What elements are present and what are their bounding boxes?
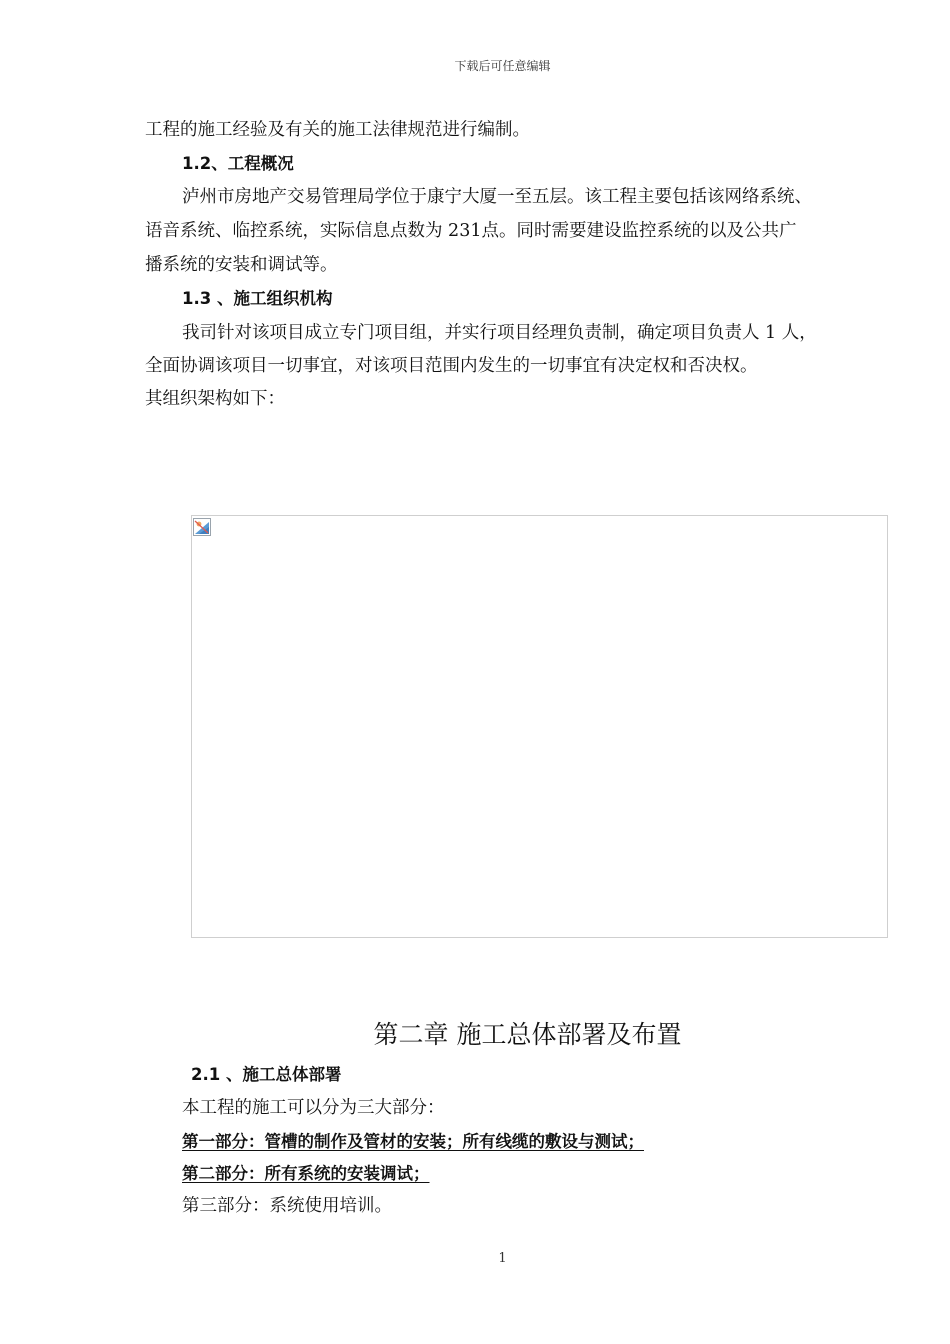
part-one-line: 第一部分：管槽的制作及管材的安装；所有线缆的敷设与测试； xyxy=(182,1132,644,1151)
paragraph-line: 我司针对该项目成立专门项目组，并实行项目经理负责制，确定项目负责人 1 人， xyxy=(182,323,817,343)
paragraph-line: 本工程的施工可以分为三大部分： xyxy=(182,1098,445,1118)
section-heading-1-3: 1.3 、施工组织机构 xyxy=(182,289,333,308)
part-three-line: 第三部分：系统使用培训。 xyxy=(182,1196,392,1216)
org-chart-image-placeholder xyxy=(191,515,888,938)
page-header: 下载后可任意编辑 xyxy=(454,59,551,73)
section-heading-1-2: 1.2、工程概况 xyxy=(182,154,294,173)
paragraph-line: 全面协调该项目一切事宜，对该项目范围内发生的一切事宜有决定权和否决权。 xyxy=(145,356,758,376)
chapter-title: 第二章 施工总体部署及布置 xyxy=(373,1020,682,1049)
section-heading-2-1: 2.1 、施工总体部署 xyxy=(191,1065,342,1084)
paragraph-line: 工程的施工经验及有关的施工法律规范进行编制。 xyxy=(145,120,530,140)
page-number: 1 xyxy=(498,1251,507,1266)
paragraph-line: 播系统的安装和调试等。 xyxy=(145,255,338,275)
broken-image-icon xyxy=(193,518,211,536)
paragraph-line: 语音系统、临控系统，实际信息点数为 231点。同时需要建设监控系统的以及公共广 xyxy=(145,221,797,241)
paragraph-line: 泸州市房地产交易管理局学位于康宁大厦一至五层。该工程主要包括该网络系统、 xyxy=(182,187,812,207)
paragraph-line: 其组织架构如下： xyxy=(145,389,285,409)
part-two-line: 第二部分：所有系统的安装调试； xyxy=(182,1164,430,1183)
